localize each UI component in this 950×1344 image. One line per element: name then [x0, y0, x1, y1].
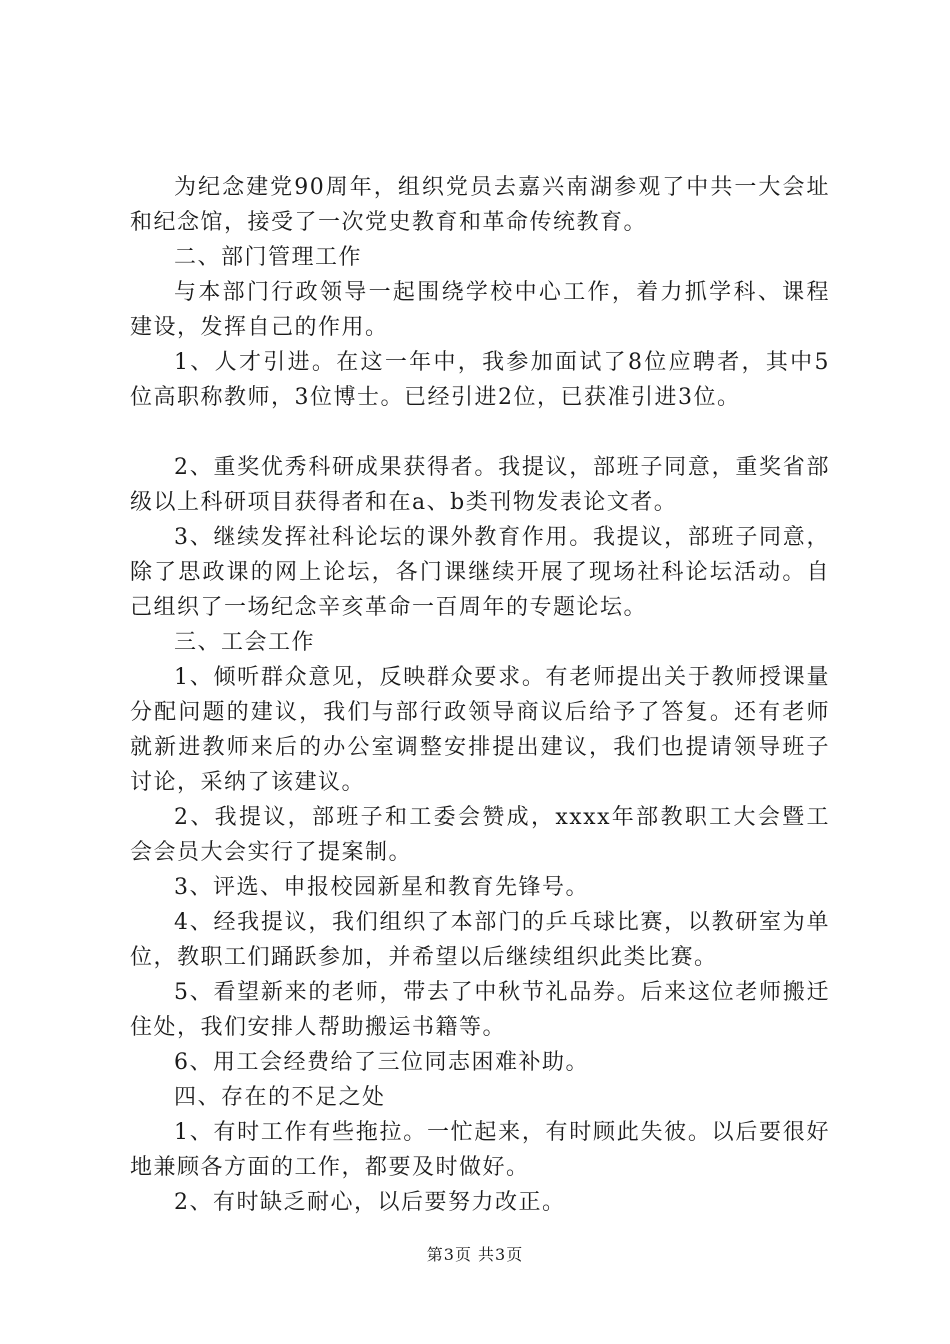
paragraph-proposal-system: 2、我提议，部班子和工委会赞成，xxxx年部教职工大会暨工会会员大会实行了提案制。 [130, 805, 830, 865]
heading-shortcomings: 四、存在的不足之处 [174, 1085, 386, 1110]
paragraph-patience: 2、有时缺乏耐心，以后要努力改正。 [174, 1190, 566, 1215]
document-body [130, 170, 830, 1220]
paragraph-ping-pong: 4、经我提议，我们组织了本部门的乒乓球比赛，以教研室为单位，教职工们踊跃参加，并希望以后继续组织此类比赛。 [130, 910, 830, 970]
paragraph-procrastination: 1、有时工作有些拖拉。一忙起来，有时顾此失彼。以后要很好地兼顾各方面的工作，都要及时做好。 [130, 1120, 830, 1180]
heading-department-management: 二、部门管理工作 [174, 245, 363, 270]
paragraph-campus-star: 3、评选、申报校园新星和教育先锋号。 [174, 875, 589, 900]
paragraph-listen-opinions: 1、倾听群众意见，反映群众要求。有老师提出关于教师授课量分配问题的建议，我们与部行政领导商议后给予了答复。还有老师就新进教师来后的办公室调整安排提出建议，我们也提请领导班子讨论，采纳了该建议。 [130, 665, 830, 795]
paragraph-hardship-subsidy: 6、用工会经费给了三位同志困难补助。 [174, 1050, 589, 1075]
paragraph-social-science-forum: 3、继续发挥社科论坛的课外教育作用。我提议，部班子同意，除了思政课的网上论坛，各门课继续开展了现场社科论坛活动。自己组织了一场纪念辛亥革命一百周年的专题论坛。 [130, 525, 830, 620]
paragraph-new-teacher-visit: 5、看望新来的老师，带去了中秋节礼品券。后来这位老师搬迁住处，我们安排人帮助搬运书籍等。 [130, 980, 830, 1040]
paragraph-research-awards: 2、重奖优秀科研成果获得者。我提议，部班子同意，重奖省部级以上科研项目获得者和在a、b类刊物发表论文者。 [130, 455, 830, 515]
paragraph-talent-recruitment: 1、人才引进。在这一年中，我参加面试了8位应聘者，其中5位高职称教师，3位博士。已经引进2位，已获准引进3位。 [130, 350, 830, 410]
paragraph-department-intro: 与本部门行政领导一起围绕学校中心工作，着力抓学科、课程建设，发挥自己的作用。 [130, 280, 830, 340]
paragraph-party-anniversary: 为纪念建党90周年，组织党员去嘉兴南湖参观了中共一大会址和纪念馆，接受了一次党史教育和革命传统教育。 [130, 175, 830, 235]
page-number-footer: 第3页 共3页 [426, 1245, 524, 1264]
heading-union-work: 三、工会工作 [174, 630, 316, 655]
